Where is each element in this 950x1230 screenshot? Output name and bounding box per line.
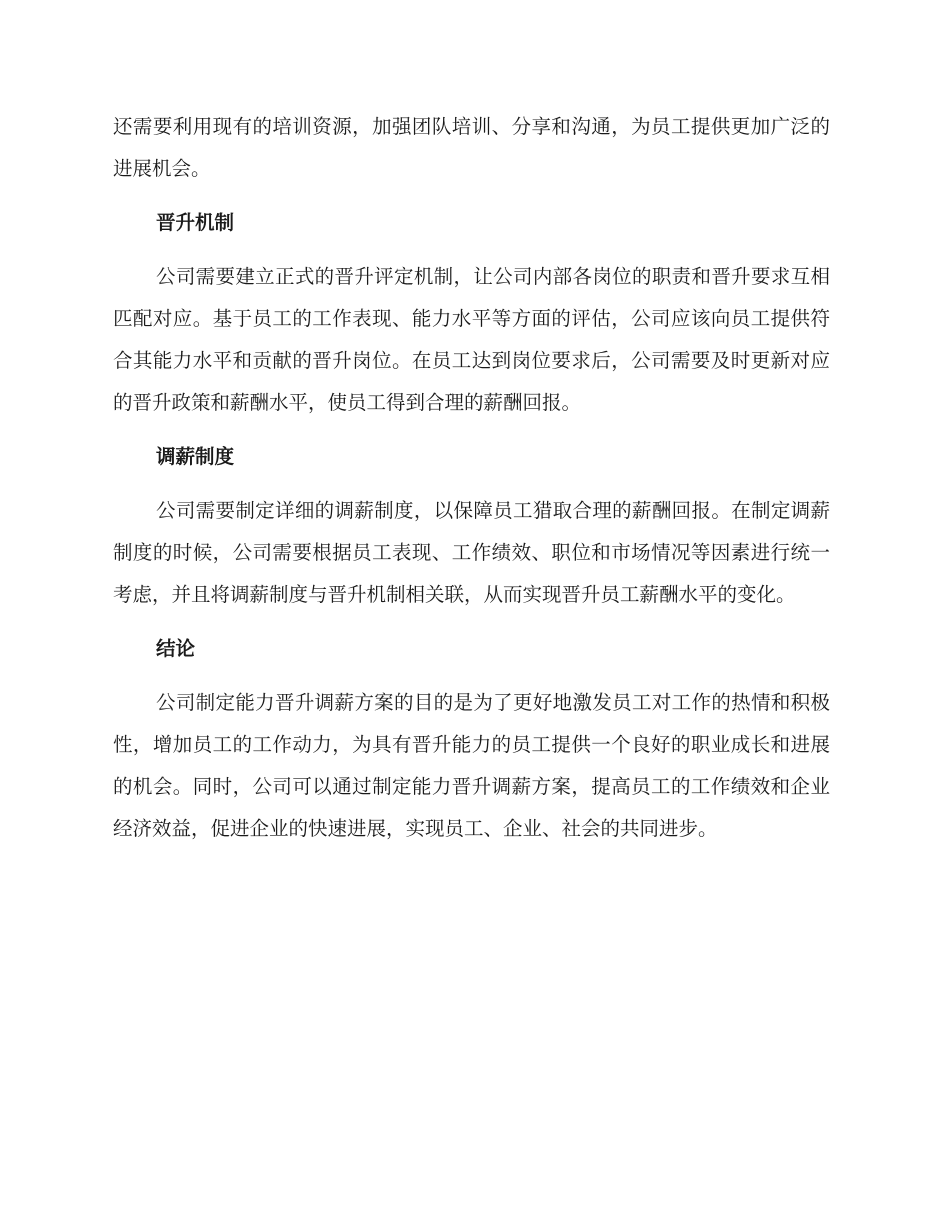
section-paragraph-conclusion: 公司制定能力晋升调薪方案的目的是为了更好地激发员工对工作的热情和积极性，增加员工的工作动力，为具有晋升能力的员工提供一个良好的职业成长和进展的机会。同时，公司可以通过制定能力晋升调薪方案，提高员工的工作绩效和企业经济效益，促进企业的快速进展，实现员工、企业、社会的共同进步。 bbox=[113, 691, 830, 840]
intro-paragraph: 还需要利用现有的培训资源，加强团队培训、分享和沟通，为员工提供更加广泛的进展机会。 bbox=[113, 115, 830, 180]
document-body bbox=[113, 106, 830, 850]
section-paragraph-salary-adjustment: 公司需要制定详细的调薪制度，以保障员工猎取合理的薪酬回报。在制定调薪制度的时候，公司需要根据员工表现、工作绩效、职位和市场情况等因素进行统一考虑，并且将调薪制度与晋升机制相关联，从而实现晋升员工薪酬水平的变化。 bbox=[113, 499, 830, 606]
section-heading-salary-adjustment: 调薪制度 bbox=[156, 445, 235, 468]
section-heading-conclusion: 结论 bbox=[156, 637, 196, 660]
section-heading-promotion: 晋升机制 bbox=[156, 211, 235, 234]
section-paragraph-promotion: 公司需要建立正式的晋升评定机制，让公司内部各岗位的职责和晋升要求互相匹配对应。基于员工的工作表现、能力水平等方面的评估，公司应该向员工提供符合其能力水平和贡献的晋升岗位。在员工达到岗位要求后，公司需要及时更新对应的晋升政策和薪酬水平，使员工得到合理的薪酬回报。 bbox=[113, 265, 830, 414]
